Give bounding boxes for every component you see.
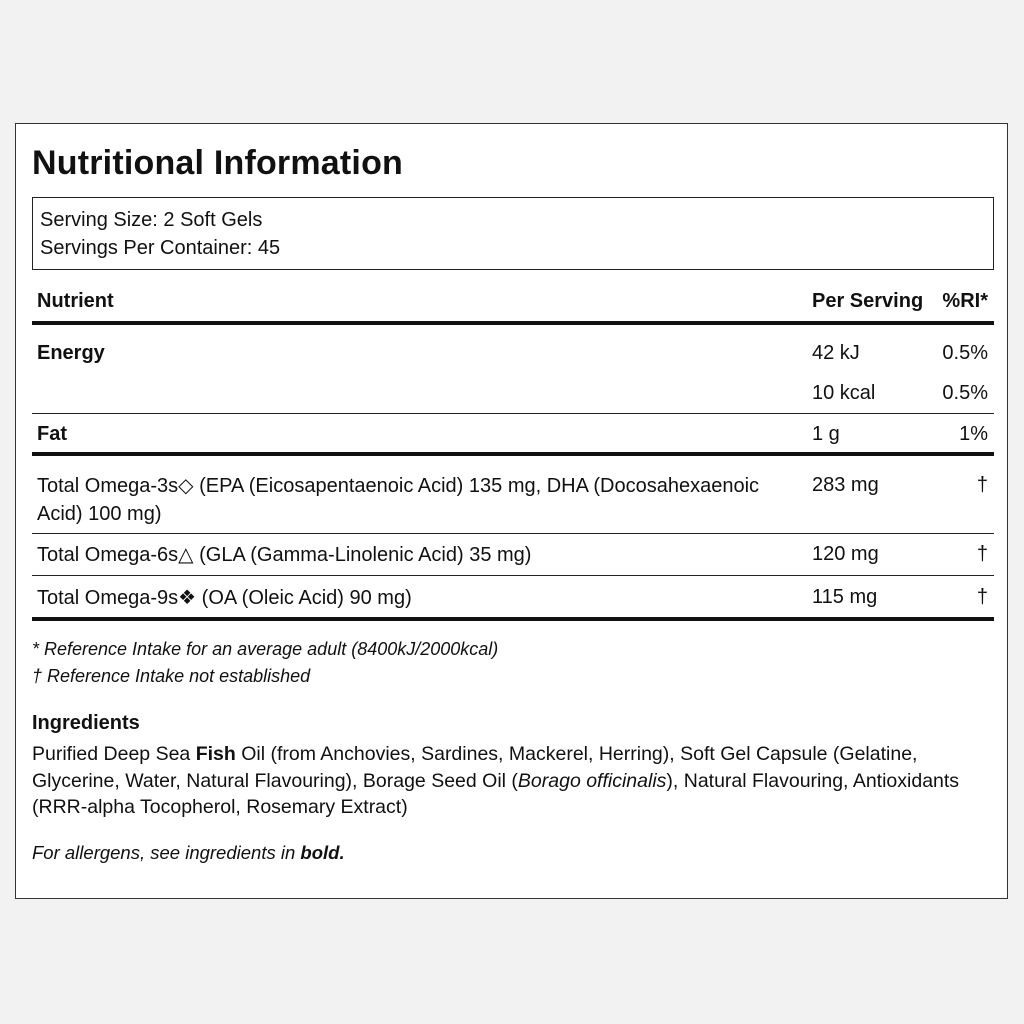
omega9-label [37, 583, 807, 612]
serving-info-box [32, 197, 994, 270]
omega9-name: Total Omega-9s [37, 587, 179, 609]
latin-name: Borago officinalis [517, 769, 667, 792]
table-row-omega9 [32, 576, 994, 621]
nutrition-panel [15, 123, 1008, 899]
omega3-amount: 283 mg [812, 474, 879, 496]
diamond-outline-icon: ◇ [178, 473, 194, 497]
allergen-fish: Fish [195, 743, 236, 765]
ingredients-list [32, 741, 992, 821]
header-ri: %RI* [942, 290, 988, 312]
allergen-note [32, 840, 345, 866]
ingredients-part1: Purified Deep Sea [32, 743, 196, 765]
four-diamond-icon: ❖ [178, 585, 197, 609]
omega3-label [37, 471, 807, 528]
omega9-detail: (OA (Oleic Acid) 90 mg) [196, 587, 412, 609]
omega3-ri: † [976, 474, 988, 496]
allergen-note-bold: bold. [300, 842, 345, 863]
energy-kj: 42 kJ [812, 342, 860, 364]
energy-kj-ri: 0.5% [942, 342, 988, 364]
allergen-note-text: For allergens, see ingredients in [32, 842, 301, 863]
ingredients-part2: Oil (from Anchovies, Sardines, Mackerel, Herring), Soft Gel Capsule (Gelatine, Glycerine, Water, Natural Flavouring), Borage Seed Oil ( [32, 743, 918, 792]
energy-label: Energy [37, 342, 105, 364]
omega3-name: Total Omega-3s [37, 475, 179, 497]
serving-size: Serving Size: 2 Soft Gels [40, 209, 263, 231]
table-row-energy [32, 325, 994, 414]
servings-per-container: Servings Per Container: 45 [40, 237, 281, 259]
triangle-outline-icon: △ [178, 542, 194, 566]
ingredients-heading: Ingredients [32, 712, 140, 734]
omega9-amount: 115 mg [812, 586, 878, 608]
omega3-detail: (EPA (Eicosapentaenoic Acid) 135 mg, DHA (Docosahexaenoic Acid) 100 mg) [37, 475, 760, 525]
table-row-omega6 [32, 534, 994, 576]
fat-amount: 1 g [812, 423, 840, 445]
fat-label: Fat [37, 423, 67, 445]
dagger-footnote: † Reference Intake not established [32, 666, 311, 686]
energy-kcal-ri: 0.5% [942, 382, 988, 404]
omega6-detail: (GLA (Gamma-Linolenic Acid) 35 mg) [193, 544, 532, 566]
omega6-ri: † [976, 543, 988, 565]
table-row-omega3 [32, 456, 994, 534]
table-row-fat [32, 414, 994, 456]
omega6-amount: 120 mg [812, 543, 879, 565]
page-title: Nutritional Information [32, 144, 404, 182]
fat-ri: 1% [959, 423, 988, 445]
footnotes [32, 636, 498, 690]
nutrient-table [32, 287, 994, 621]
omega6-label [37, 540, 807, 569]
omega9-ri: † [976, 586, 988, 608]
ri-footnote: * Reference Intake for an average adult (8400kJ/2000kcal) [32, 639, 499, 659]
header-nutrient: Nutrient [37, 290, 114, 312]
table-header-row [32, 287, 994, 325]
energy-kcal: 10 kcal [812, 382, 876, 404]
header-per-serving: Per Serving [812, 290, 924, 312]
omega6-name: Total Omega-6s [37, 544, 179, 566]
ingredients-part3: ), Natural Flavouring, Antioxidants (RRR-alpha Tocopherol, Rosemary Extract) [32, 769, 960, 818]
